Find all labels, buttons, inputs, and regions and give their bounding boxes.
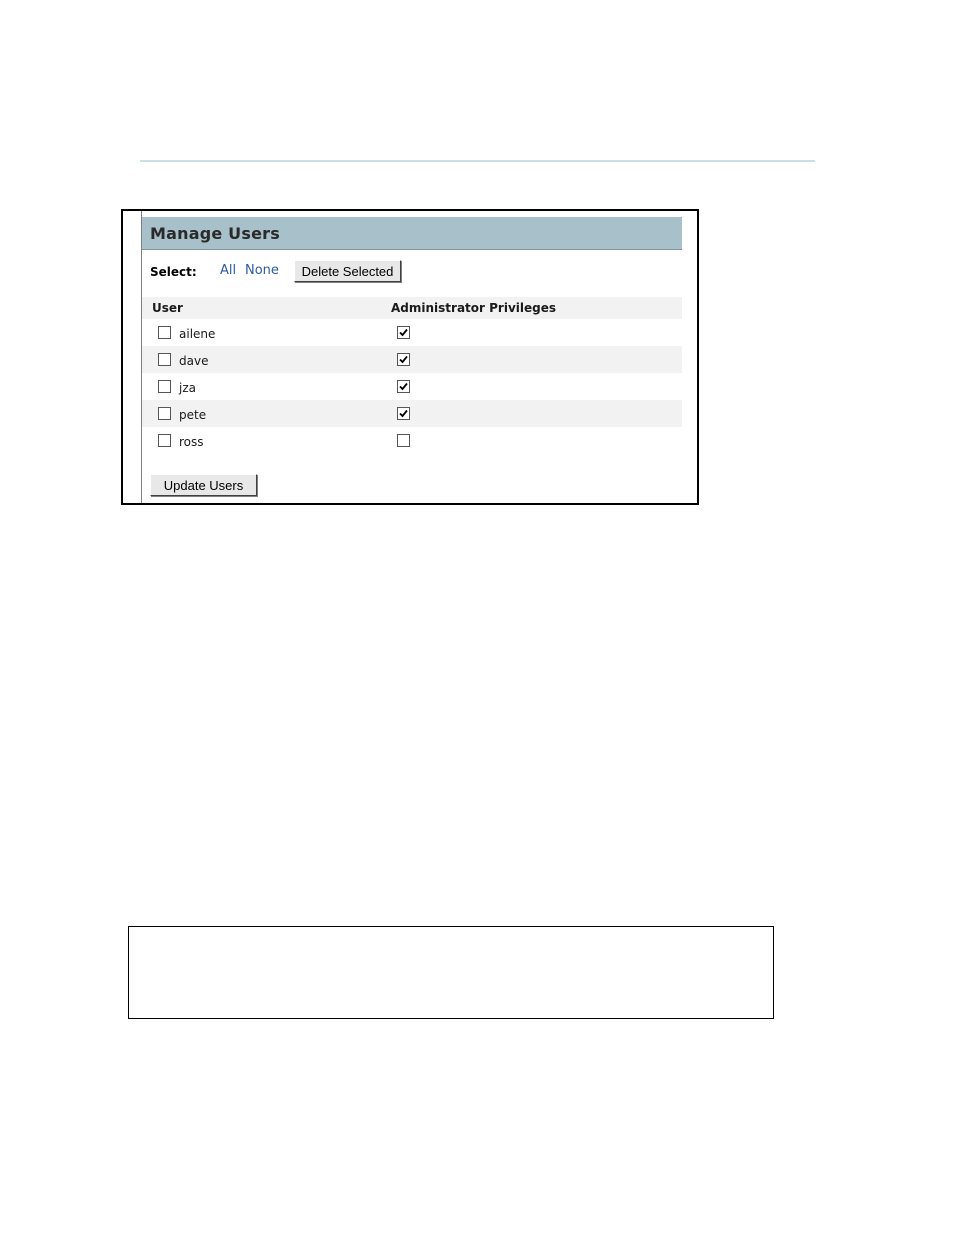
checkmark-icon (398, 408, 409, 419)
user-name: dave (179, 354, 209, 368)
select-label: Select: (150, 265, 197, 279)
admin-privileges-checkbox[interactable] (397, 380, 410, 393)
checkmark-icon (398, 354, 409, 365)
select-user-checkbox[interactable] (158, 326, 171, 339)
select-toolbar (150, 259, 670, 283)
column-header-admin-privileges: Administrator Privileges (391, 301, 557, 315)
column-header-user: User (152, 301, 183, 315)
manage-users-panel (121, 209, 699, 505)
checkmark-icon (398, 327, 409, 338)
table-row (142, 427, 682, 454)
select-all-link[interactable]: All (220, 263, 237, 278)
top-divider (140, 160, 815, 162)
user-name: ailene (179, 327, 216, 341)
panel-header (142, 217, 682, 250)
select-none-link[interactable]: None (245, 263, 279, 278)
user-name: pete (179, 408, 207, 422)
admin-privileges-checkbox[interactable] (397, 434, 410, 447)
panel-title: Manage Users (150, 224, 280, 243)
user-name: ross (179, 435, 204, 449)
empty-box (128, 926, 774, 1019)
table-row (142, 319, 682, 346)
select-user-checkbox[interactable] (158, 434, 171, 447)
update-users-button[interactable]: Update Users (150, 474, 257, 496)
admin-privileges-checkbox[interactable] (397, 353, 410, 366)
admin-privileges-checkbox[interactable] (397, 326, 410, 339)
table-row (142, 346, 682, 373)
table-row (142, 400, 682, 427)
delete-selected-button[interactable]: Delete Selected (294, 260, 401, 282)
select-user-checkbox[interactable] (158, 380, 171, 393)
table-header (142, 297, 682, 319)
select-user-checkbox[interactable] (158, 353, 171, 366)
user-name: jza (179, 381, 196, 395)
table-row (142, 373, 682, 400)
select-user-checkbox[interactable] (158, 407, 171, 420)
checkmark-icon (398, 381, 409, 392)
admin-privileges-checkbox[interactable] (397, 407, 410, 420)
